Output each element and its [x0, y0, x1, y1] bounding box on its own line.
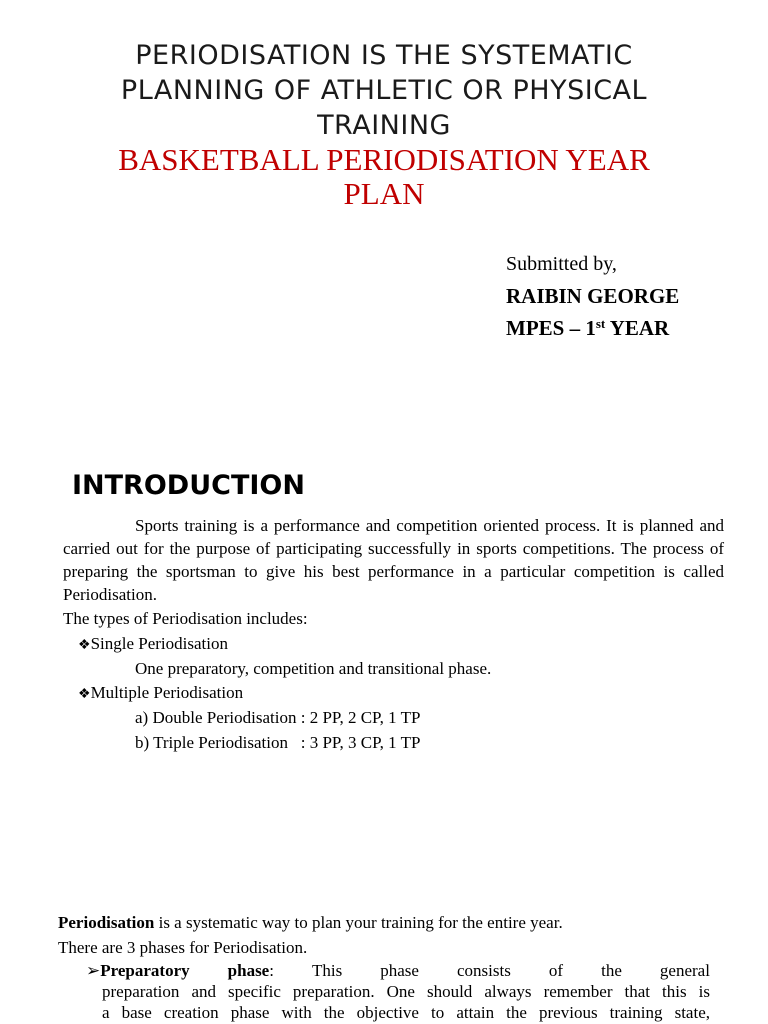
phase-term: phase [227, 961, 270, 980]
prep-word: This [312, 961, 343, 980]
prep-word: the [601, 961, 622, 980]
preparatory-term: Preparatory [100, 961, 190, 980]
main-title [0, 38, 768, 143]
multiple-periodisation-label: Multiple Periodisation [90, 683, 244, 702]
author-name: RAIBIN GEORGE [506, 284, 680, 308]
prep-word: general [659, 961, 710, 980]
preparatory-phase-line: preparation and specific preparation. One should always remember that this is [102, 982, 710, 1001]
periodisation-definition-text: is a systematic way to plan your training for the entire year. [154, 913, 563, 932]
main-title-line: PLANNING OF ATHLETIC OR PHYSICAL [120, 75, 648, 106]
main-title-line: TRAINING [317, 110, 451, 141]
prep-word: phase [380, 961, 419, 980]
preparatory-phase-block [86, 960, 710, 1023]
subtitle-line: PLAN [343, 176, 425, 211]
course-superscript: st [595, 316, 606, 331]
preparatory-phase-line: a base creation phase with the objective to attain the previous training state, [102, 1003, 710, 1022]
prep-word: consists [457, 961, 511, 980]
subtitle [0, 143, 768, 211]
introduction-paragraph: Sports training is a performance and competition oriented process. It is planned and carried out for the purpose of participating successfully in sports competitions. The process of preparing the sportsman to give his best performance in a particular competition is called Periodisation. [63, 516, 724, 604]
course-prefix: MPES – 1 [506, 316, 596, 340]
diamond-bullet-icon: ❖ [78, 638, 91, 653]
periodisation-definition [58, 911, 563, 934]
prep-word: of [548, 961, 564, 980]
preparatory-lead [86, 960, 190, 981]
types-intro: The types of Periodisation includes: [63, 609, 308, 628]
phases-intro: There are 3 phases for Periodisation. [58, 938, 308, 957]
diamond-bullet-icon: ❖ [78, 687, 91, 702]
course-suffix: YEAR [605, 316, 670, 340]
submitted-by-label: Submitted by, [506, 253, 617, 275]
phase-word [228, 960, 274, 981]
arrow-bullet-icon: ➢ [86, 961, 101, 980]
phase-colon: : [269, 961, 274, 980]
bullet-single [78, 632, 228, 657]
introduction-heading: INTRODUCTION [72, 470, 305, 501]
triple-periodisation: b) Triple Periodisation : 3 PP, 3 CP, 1 TP [135, 733, 421, 752]
double-periodisation: a) Double Periodisation : 2 PP, 2 CP, 1 TP [135, 708, 421, 727]
course-info [506, 315, 669, 341]
preparatory-phase-first-line [86, 960, 710, 981]
single-periodisation-desc: One preparatory, competition and transitional phase. [135, 659, 492, 678]
main-title-line: PERIODISATION IS THE SYSTEMATIC [135, 40, 633, 71]
subtitle-line: BASKETBALL PERIODISATION YEAR [118, 142, 650, 177]
bullet-multiple [78, 681, 243, 706]
periodisation-term: Periodisation [58, 913, 155, 932]
single-periodisation-label: Single Periodisation [90, 634, 228, 653]
